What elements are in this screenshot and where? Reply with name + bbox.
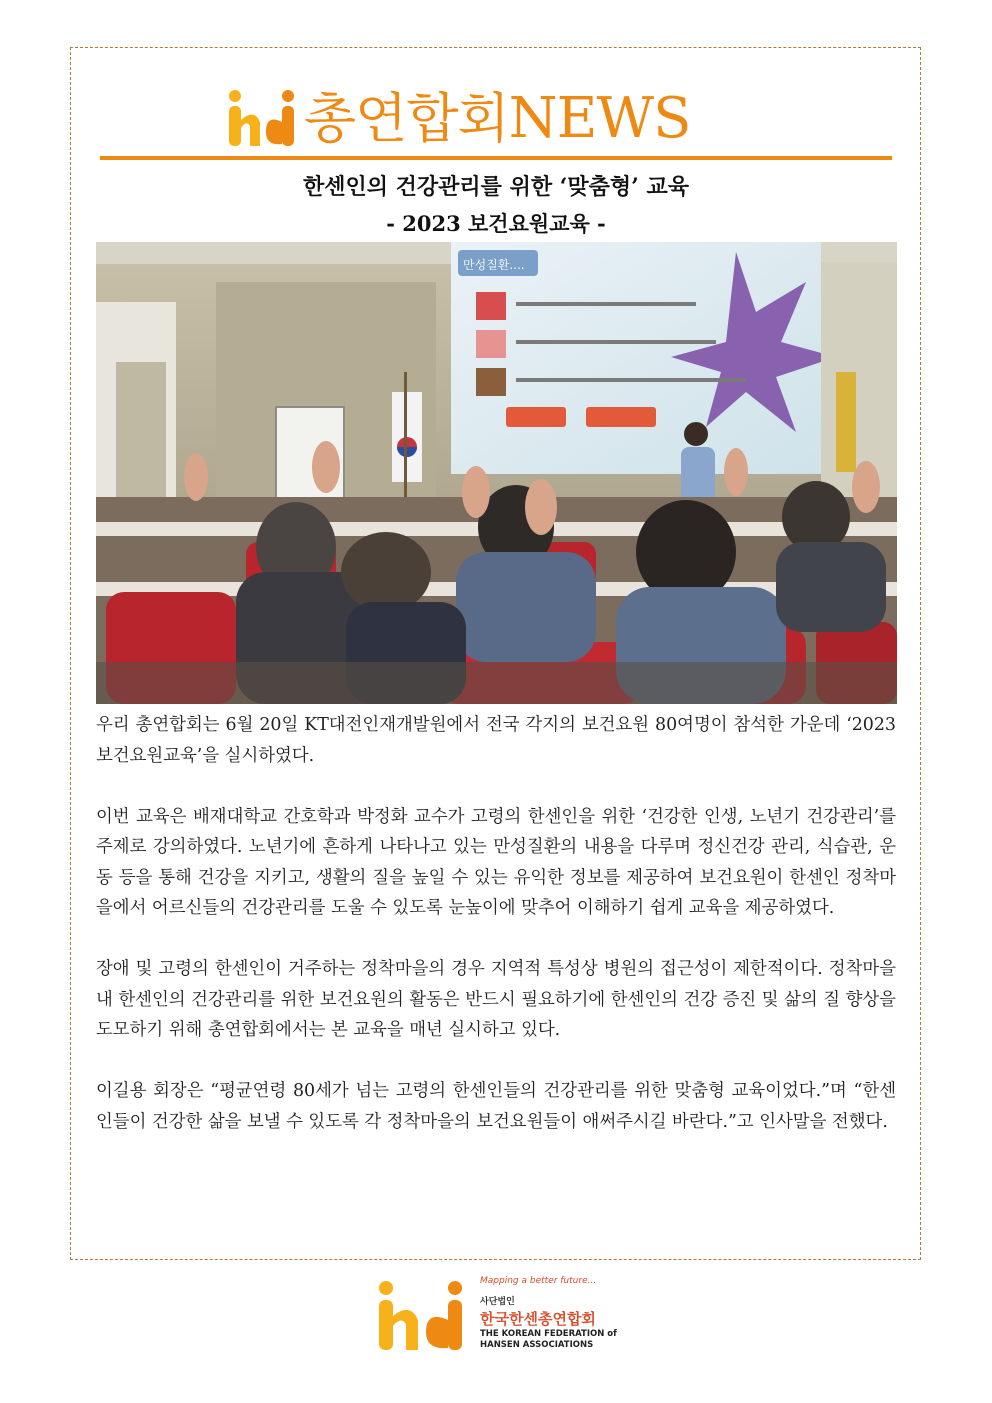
paragraph-4: 이길용 회장은 “평균연령 80세가 넘는 고령의 한센인들의 건강관리를 위한 맞춤형 교육이었다.”며 “한센인들이 건강한 삶을 보낼 수 있도록 각 정착마을의 보건요원들이 애써주시길 바란다.”고 인사말을 전했다.: [96, 1081, 896, 1132]
article-body: [96, 710, 896, 1168]
masthead-title: [304, 88, 690, 150]
footer-hd-logo-icon: [376, 1276, 466, 1354]
masthead-title-ko: 총연합회: [304, 87, 509, 150]
headline-main: 한센인의 건강관리를 위한 ‘맞춤형’ 교육: [303, 174, 689, 200]
footer-org-name-ko: 한국한센총연합회: [480, 1310, 596, 1328]
masthead-rule: [100, 156, 892, 160]
footer-tagline: Mapping a better future...: [480, 1276, 597, 1286]
paragraph-2: 이번 교육은 배재대학교 간호학과 박정화 교수가 고령의 한센인을 위한 ‘건강한 인생, 노년기 건강관리’를 주제로 강의하였다. 노년기에 흔하게 나타나고 있는 만성질환의 내용을 다루며 정신건강 관리, 식습관, 운동 등을 통해 건강을 지키고, 생활의 질을 높일 수 있는 유익한 정보를 제공하여 보건요원이 한센인 정착마을에서 어르신들의 건강관리를 도울 수 있도록 눈높이에 맞추어 이해하기 쉽게 교육을 제공하였다.: [96, 806, 896, 918]
footer-org: [480, 1276, 617, 1351]
footer-org-prefix: 사단법인: [480, 1297, 515, 1307]
masthead-title-en: NEWS: [508, 86, 691, 151]
hd-logo-icon: [226, 88, 298, 150]
paragraph-3: 장애 및 고령의 한센인이 거주하는 정착마을의 경우 지역적 특성상 병원의 접근성이 제한적이다. 정착마을 내 한센인의 건강관리를 위한 보건요원의 활동은 반드시 필요하기에 한센인의 건강 증진 및 삶의 질 향상을 도모하기 위해 총연합회에서는 본 교육을 매년 실시하고 있다.: [96, 959, 896, 1040]
paragraph-1: 우리 총연합회는 6월 20일 KT대전인재개발원에서 전국 각지의 보건요원 80여명이 참석한 가운데 ‘2023 보건요원교육’을 실시하였다.: [96, 715, 896, 766]
headline-sub: - 2023 보건요원교육 -: [386, 211, 606, 236]
seminar-photo: [96, 242, 897, 704]
footer-org-name-en-1: THE KOREAN FEDERATION of: [480, 1329, 617, 1339]
slide-title: 만성질환....: [463, 258, 525, 272]
footer-org-name-en-2: HANSEN ASSOCIATIONS: [480, 1340, 594, 1350]
masthead: [226, 80, 690, 150]
